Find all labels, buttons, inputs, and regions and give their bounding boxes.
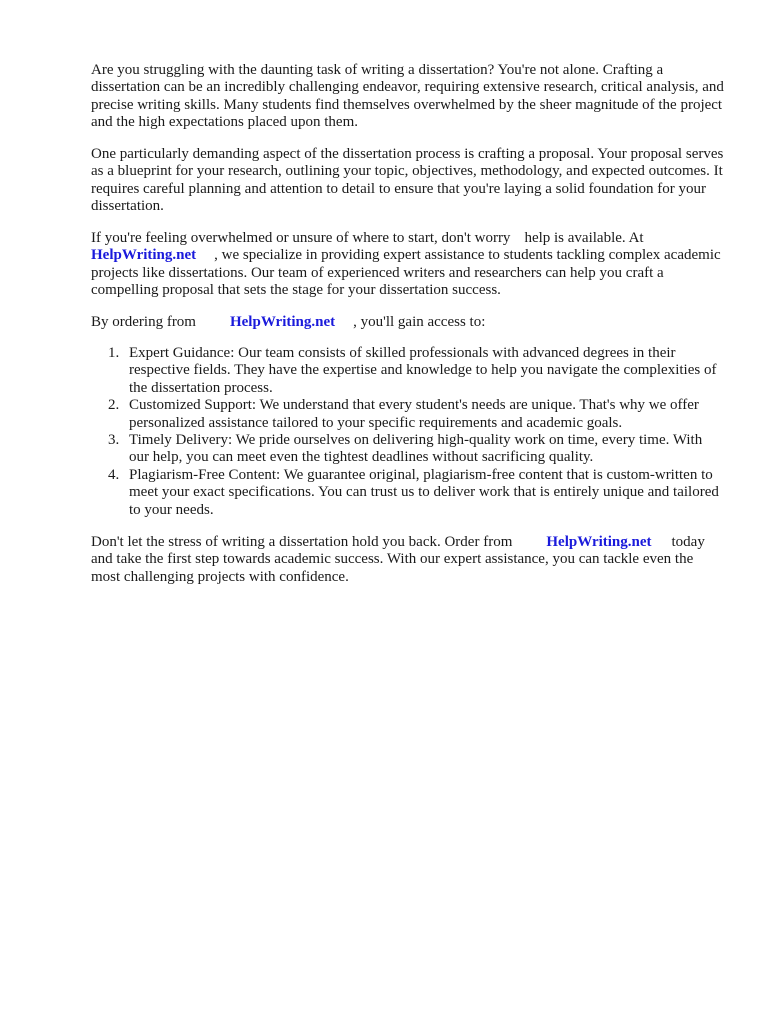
benefit-text: Plagiarism-Free Content: We guarantee original, plagiarism-free content that is custom-written to meet your exact specifications. You can trust us to deliver work that is entirely unique and tailored to your needs. [129,466,719,518]
benefit-number: 2. [108,397,120,414]
intro-paragraph: Are you struggling with the daunting task of writing a dissertation? You're not alone. Crafting a dissertation can be an incredibly challenging endeavor, requiring extensive research, critical analysis, and precise writing skills. Many students find themselves overwhelmed by the sheer magnitude of the project and the high expectations placed upon them. [91,62,724,131]
benefit-item [91,345,725,397]
benefits-list [91,345,725,519]
help-paragraph-after: , we specialize in providing expert assistance to students tackling complex academic projects like dissertations. Our team of experienced writers and researchers can help you craft a compelling proposal that sets the stage for your dissertation success. [91,247,721,299]
ordering-paragraph-before: By ordering from [91,314,196,330]
helpwriting-link-1[interactable]: HelpWriting.net [91,247,197,264]
helpwriting-link-3[interactable]: HelpWriting.net [546,534,652,550]
help-paragraph [91,230,725,300]
ordering-paragraph [91,314,725,331]
benefit-number: 3. [108,432,120,449]
benefit-number: 1. [108,345,120,361]
benefit-text: Expert Guidance: Our team consists of skilled professionals with advanced degrees in their respective fields. They have the expertise and knowledge to help you navigate the complexities of the dissertation process. [129,345,717,396]
help-paragraph-before: If you're feeling overwhelmed or unsure of where to start, don't worry [91,230,511,246]
benefit-number: 4. [108,466,120,483]
closing-paragraph [91,534,725,586]
benefit-text: Customized Support: We understand that every student's needs are unique. That's why we offer personalized assistance tailored to your specific requirements and academic goals. [129,397,699,431]
help-paragraph-middle: help is available. At [524,230,644,246]
proposal-paragraph: One particularly demanding aspect of the dissertation process is crafting a proposal. Your proposal serves as a blueprint for your research, outlining your topic, objectives, methodology, and expected outcomes. It requires careful planning and attention to detail to ensure that you're laying a solid foundation for your dissertation. [91,146,724,215]
benefit-text: Timely Delivery: We pride ourselves on delivering high-quality work on time, every time. With our help, you can meet even the tightest deadlines without sacrificing quality. [129,432,703,466]
closing-paragraph-before: Don't let the stress of writing a dissertation hold you back. Order from [91,534,513,550]
closing-paragraph-after: today and take the first step towards academic success. With our expert assistance, you can tackle even the most challenging projects with confidence. [91,534,705,585]
helpwriting-link-2[interactable]: HelpWriting.net [229,314,336,330]
ordering-paragraph-after: , you'll gain access to: [353,314,486,330]
benefit-item [91,432,725,467]
benefit-item [91,397,725,432]
benefit-item [91,467,725,519]
